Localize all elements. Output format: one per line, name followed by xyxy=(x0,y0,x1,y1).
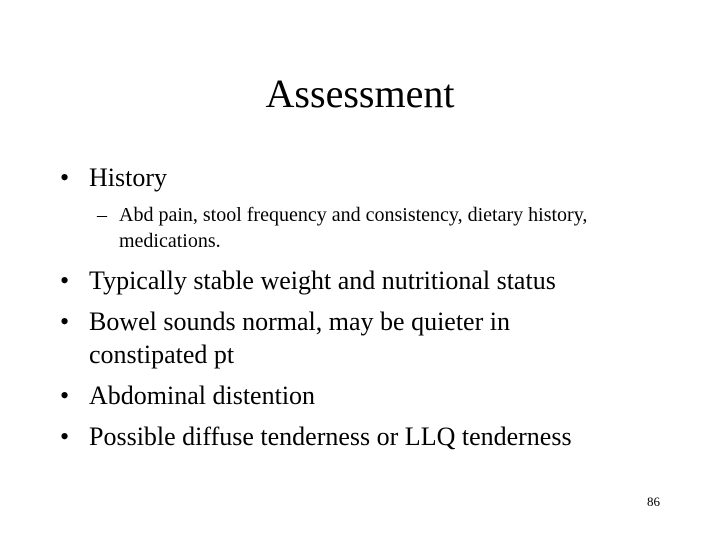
slide-title: Assessment xyxy=(265,71,455,116)
sub-bullet-marker: – xyxy=(97,204,107,226)
bullet-text: Possible diffuse tenderness or LLQ tenderness xyxy=(89,422,572,451)
bullet-item-weight xyxy=(60,264,660,297)
bullet-marker: • xyxy=(60,266,70,295)
bullet-marker: • xyxy=(60,422,70,451)
bullet-text: Abdominal distention xyxy=(89,381,316,410)
bullet-text: Bowel sounds normal, may be quieter in constipated pt xyxy=(89,307,510,369)
bullet-item-distention xyxy=(60,379,660,412)
bullet-marker: • xyxy=(60,163,70,192)
bullet-marker: • xyxy=(60,307,70,336)
page-number: 86 xyxy=(647,494,660,509)
sub-bullet-item xyxy=(97,202,637,254)
bullet-item-history xyxy=(60,161,660,194)
bullet-text: History xyxy=(89,163,167,192)
bullet-item-tenderness xyxy=(60,420,660,453)
bullet-text: Typically stable weight and nutritional status xyxy=(89,266,556,295)
bullet-item-bowel-sounds xyxy=(60,305,580,371)
sub-bullet-text: Abd pain, stool frequency and consistency, dietary history, medications. xyxy=(119,204,588,252)
bullet-marker: • xyxy=(60,381,70,410)
